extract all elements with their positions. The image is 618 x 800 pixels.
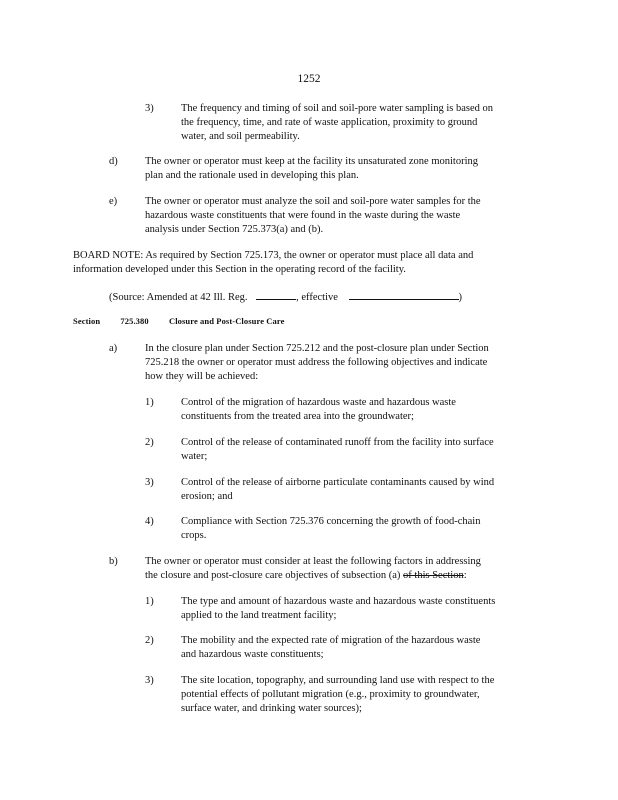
item-b3-line-3: surface water, and drinking water sources); — [181, 703, 362, 714]
item-a3-line-1: Control of the release of airborne particulate contaminants caused by wind — [181, 477, 495, 488]
item-a2-label: 2) — [145, 437, 154, 448]
item-e-label: e) — [109, 196, 118, 207]
board-note-line-2: information developed under this Section in the operating record of the facility. — [73, 264, 406, 275]
item-a4-line-2: crops. — [181, 530, 207, 541]
item-b1-label: 1) — [145, 596, 154, 607]
item-b-line-2-prefix: the closure and post-closure care objectives of subsection (a) — [145, 570, 401, 581]
page-number: 1252 — [297, 73, 321, 85]
item-a4-line-1: Compliance with Section 725.376 concerning the growth of food-chain — [181, 516, 481, 527]
item-a1-label: 1) — [145, 397, 154, 408]
section-title: Closure and Post-Closure Care — [168, 316, 285, 326]
item-a3-label: 3) — [145, 477, 154, 488]
section-number: 725.380 — [120, 316, 149, 326]
item-a2-line-1: Control of the release of contaminated runoff from the facility into surface — [181, 437, 494, 448]
section-heading — [73, 316, 302, 326]
item-e-line-2: hazardous waste constituents that were found in the waste during the waste — [145, 210, 461, 221]
source-line — [109, 289, 462, 305]
source-prefix: (Source: Amended at 42 Ill. Reg. — [109, 292, 248, 303]
item-3-line-1: The frequency and timing of soil and soil-pore water sampling is based on — [181, 103, 494, 114]
item-a4-label: 4) — [145, 516, 154, 527]
item-a-label: a) — [109, 343, 118, 354]
item-b-label: b) — [109, 556, 118, 567]
item-a-line-1: In the closure plan under Section 725.212 and the post-closure plan under Section — [145, 343, 489, 354]
item-3-line-2: the frequency, time, and rate of waste application, proximity to ground — [181, 117, 478, 128]
item-b1-line-1: The type and amount of hazardous waste and hazardous waste constituents — [181, 596, 496, 607]
item-a-line-2: 725.218 the owner or operator must address the following objectives and indicate — [145, 357, 488, 368]
item-b2-line-2: and hazardous waste constituents; — [181, 649, 324, 660]
item-b-struck-text: of this Section — [403, 570, 464, 581]
item-3-line-3: water, and soil permeability. — [181, 131, 300, 142]
board-note-line-1: BOARD NOTE: As required by Section 725.173, the owner or operator must place all data and — [73, 250, 474, 261]
item-a2-line-2: water; — [181, 451, 208, 462]
item-b-line-2 — [145, 569, 467, 583]
item-e-line-1: The owner or operator must analyze the soil and soil-pore water samples for the — [145, 196, 481, 207]
item-a-line-3: how they will be achieved: — [145, 371, 259, 382]
item-b-line-1: The owner or operator must consider at least the following factors in addressing — [145, 556, 481, 567]
item-3-label: 3) — [145, 103, 154, 114]
item-d-line-1: The owner or operator must keep at the facility its unsaturated zone monitoring — [145, 156, 478, 167]
section-word: Section — [73, 316, 101, 326]
item-b-line-2-suffix: : — [463, 570, 467, 581]
item-b2-label: 2) — [145, 635, 154, 646]
item-b1-line-2: applied to the land treatment facility; — [181, 610, 337, 621]
source-middle: , effective — [296, 292, 338, 303]
item-b3-label: 3) — [145, 675, 154, 686]
item-a1-line-2: constituents from the treated area into the groundwater; — [181, 411, 414, 422]
item-b2-line-1: The mobility and the expected rate of migration of the hazardous waste — [181, 635, 481, 646]
item-a1-line-1: Control of the migration of hazardous waste and hazardous waste — [181, 397, 456, 408]
item-d-line-2: plan and the rationale used in developing this plan. — [145, 170, 359, 181]
source-effective-blank — [349, 289, 459, 300]
item-b3-line-2: potential effects of pollutant migration (e.g., proximity to groundwater, — [181, 689, 480, 700]
source-reg-blank — [256, 289, 296, 300]
item-b3-line-1: The site location, topography, and surrounding land use with respect to the — [181, 675, 495, 686]
item-e-line-3: analysis under Section 725.373(a) and (b). — [145, 224, 324, 235]
item-a3-line-2: erosion; and — [181, 491, 233, 502]
item-d-label: d) — [109, 156, 118, 167]
source-suffix: ) — [458, 292, 463, 303]
